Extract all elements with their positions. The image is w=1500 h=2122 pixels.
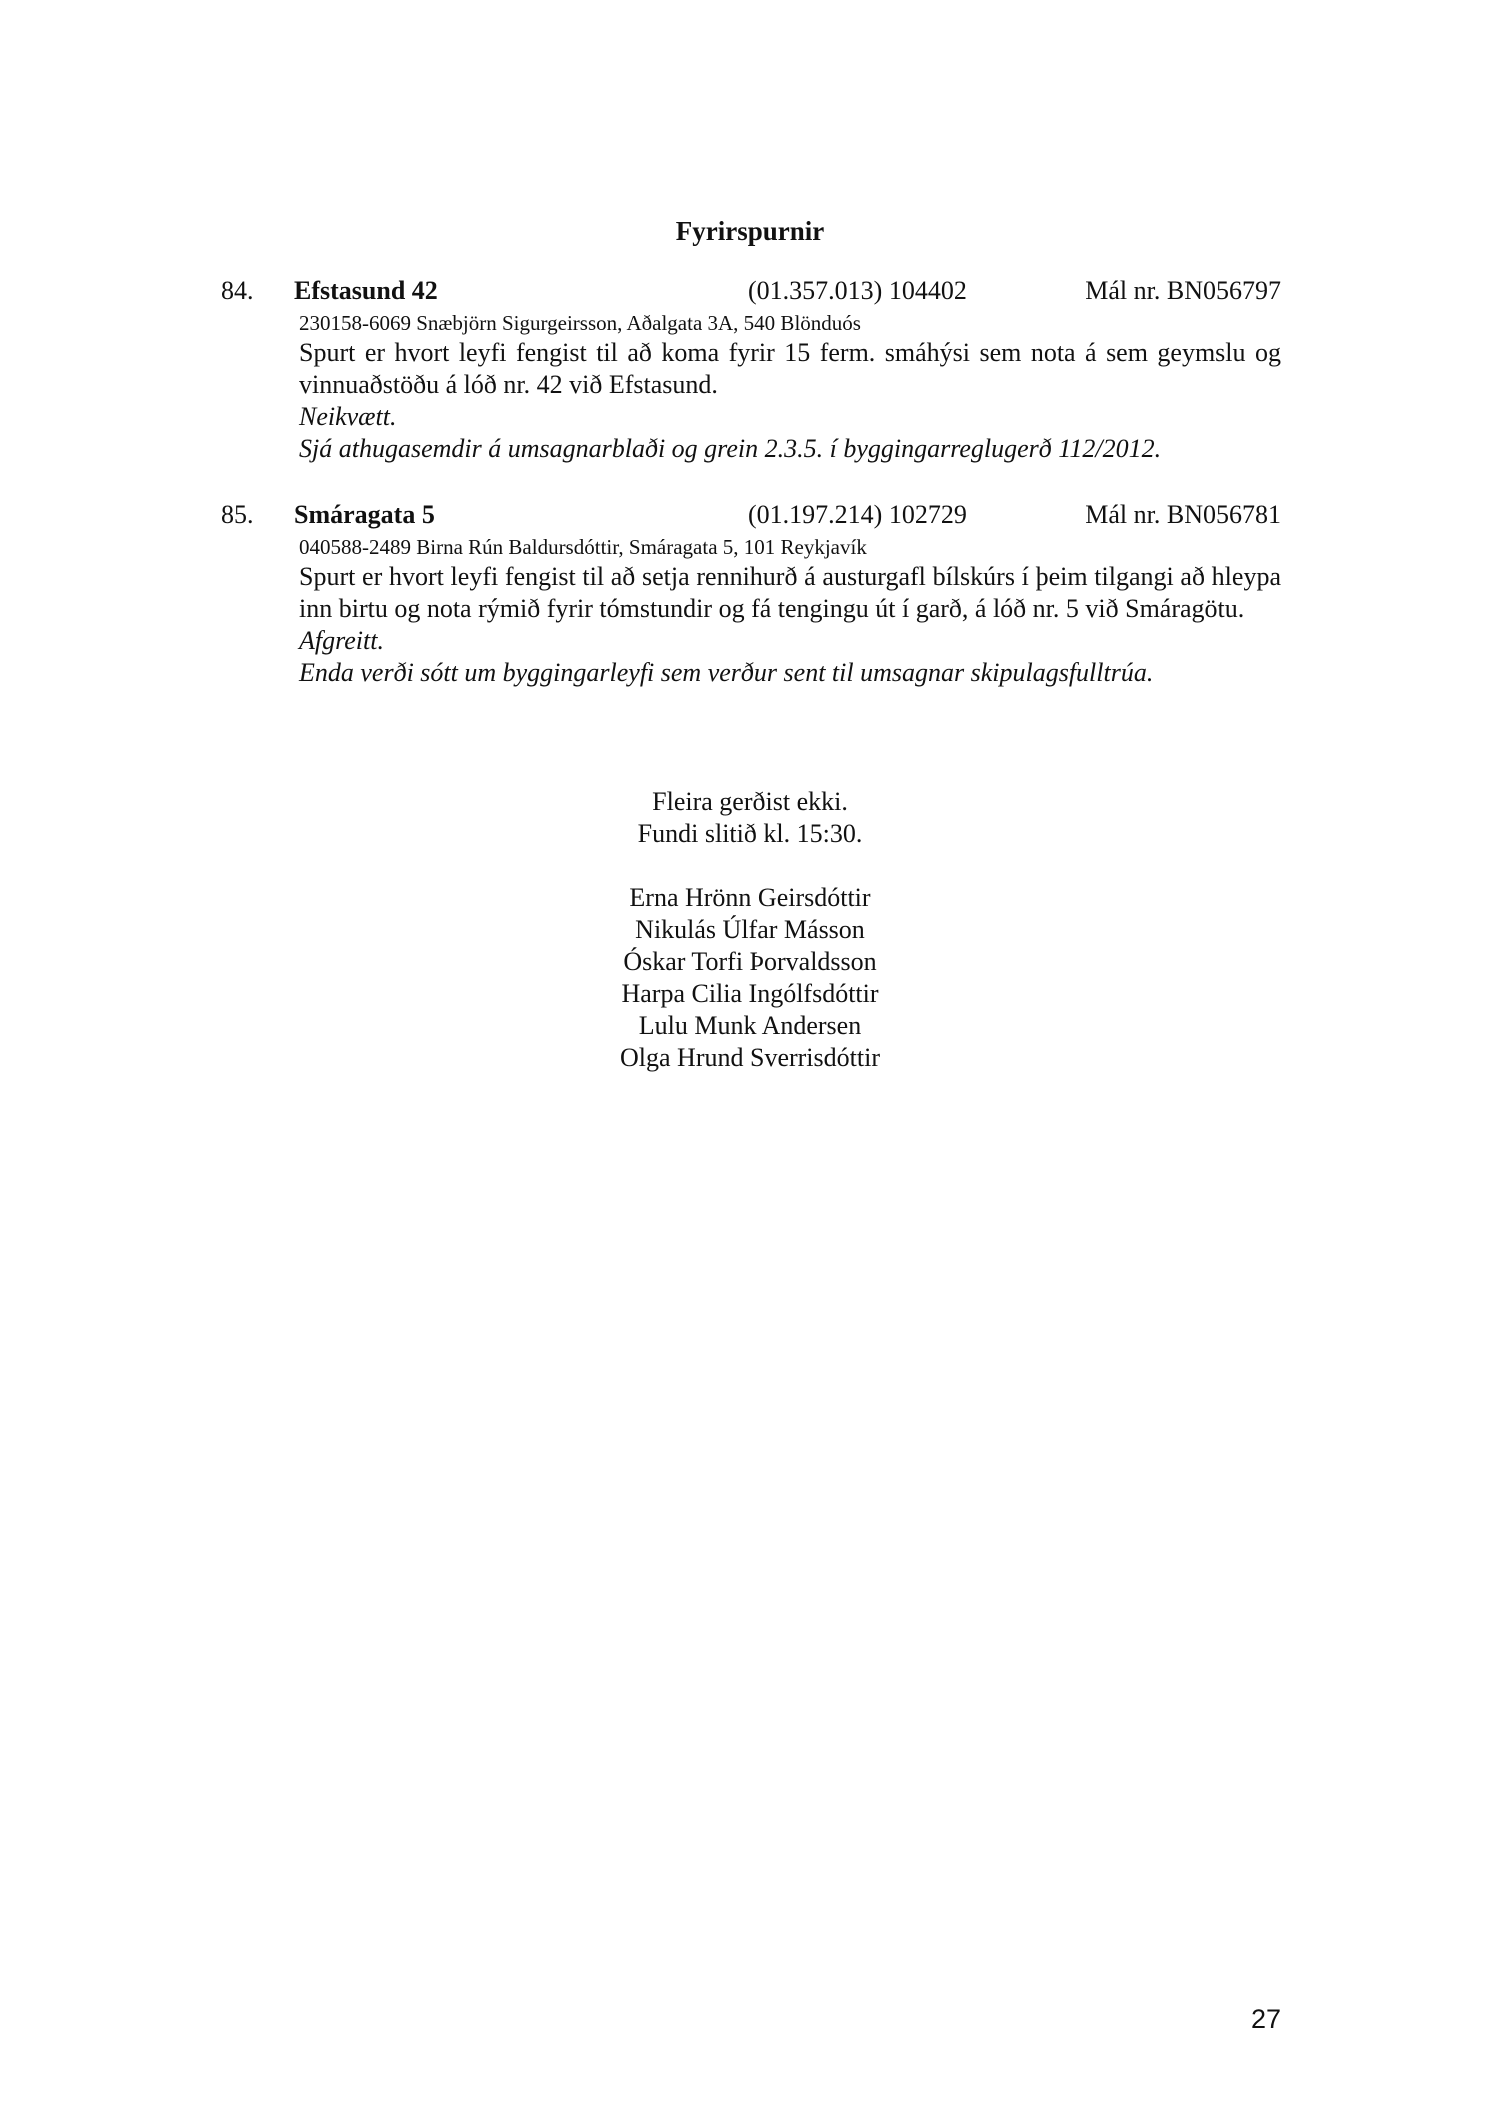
signatory: Nikulás Úlfar Másson — [635, 915, 865, 944]
signatory: Olga Hrund Sverrisdóttir — [620, 1043, 880, 1072]
case-header — [221, 276, 1281, 310]
case-verdict: Neikvætt. — [299, 402, 397, 431]
signatory: Harpa Cilia Ingólfsdóttir — [621, 979, 879, 1008]
case-entry — [221, 276, 1281, 465]
closing-time: Fundi slitið kl. 15:30. — [637, 819, 863, 848]
case-note: Enda verði sótt um byggingarleyfi sem verður sent til umsagnar skipulagsfulltrúa. — [299, 658, 1154, 687]
case-number: 85. — [221, 500, 254, 529]
case-reference: (01.197.214) 102729 — [748, 500, 967, 529]
case-note: Sjá athugasemdir á umsagnarblaði og grein 2.3.5. í byggingarreglugerð 112/2012. — [299, 434, 1162, 463]
case-address: Efstasund 42 — [294, 276, 438, 305]
meeting-closing — [0, 786, 1500, 850]
case-description: Spurt er hvort leyfi fengist til að setja rennihurð á austurgafl bílskúrs í þeim tilgangi að hleypa inn birtu og nota rýmið fyrir tómstundir og fá tengingu út í garð, á lóð nr. 5 við Smáragötu. — [299, 562, 1281, 623]
case-address: Smáragata 5 — [294, 500, 435, 529]
signatory: Lulu Munk Andersen — [638, 1011, 862, 1040]
section-title: Fyrirspurnir — [675, 216, 825, 246]
case-verdict: Afgreitt. — [299, 626, 384, 655]
closing-line: Fleira gerðist ekki. — [652, 787, 848, 816]
signatory: Erna Hrönn Geirsdóttir — [629, 883, 871, 912]
case-number: 84. — [221, 276, 254, 305]
case-entry — [221, 500, 1281, 689]
case-file-number: Mál nr. BN056797 — [1085, 276, 1281, 305]
case-header — [221, 500, 1281, 534]
case-file-number: Mál nr. BN056781 — [1085, 500, 1281, 529]
case-body — [299, 310, 1281, 465]
applicant: 040588-2489 Birna Rún Baldursdóttir, Smáragata 5, 101 Reykjavík — [299, 535, 867, 559]
case-description: Spurt er hvort leyfi fengist til að koma fyrir 15 ferm. smáhýsi sem nota á sem geymslu og vinnuaðstöðu á lóð nr. 42 við Efstasund. — [299, 338, 1281, 399]
applicant: 230158-6069 Snæbjörn Sigurgeirsson, Aðalgata 3A, 540 Blönduós — [299, 311, 861, 335]
signatory: Óskar Torfi Þorvaldsson — [623, 947, 877, 976]
case-body — [299, 534, 1281, 689]
case-reference: (01.357.013) 104402 — [748, 276, 967, 305]
signature-list — [0, 882, 1500, 1074]
page-number: 27 — [1250, 2004, 1281, 2034]
